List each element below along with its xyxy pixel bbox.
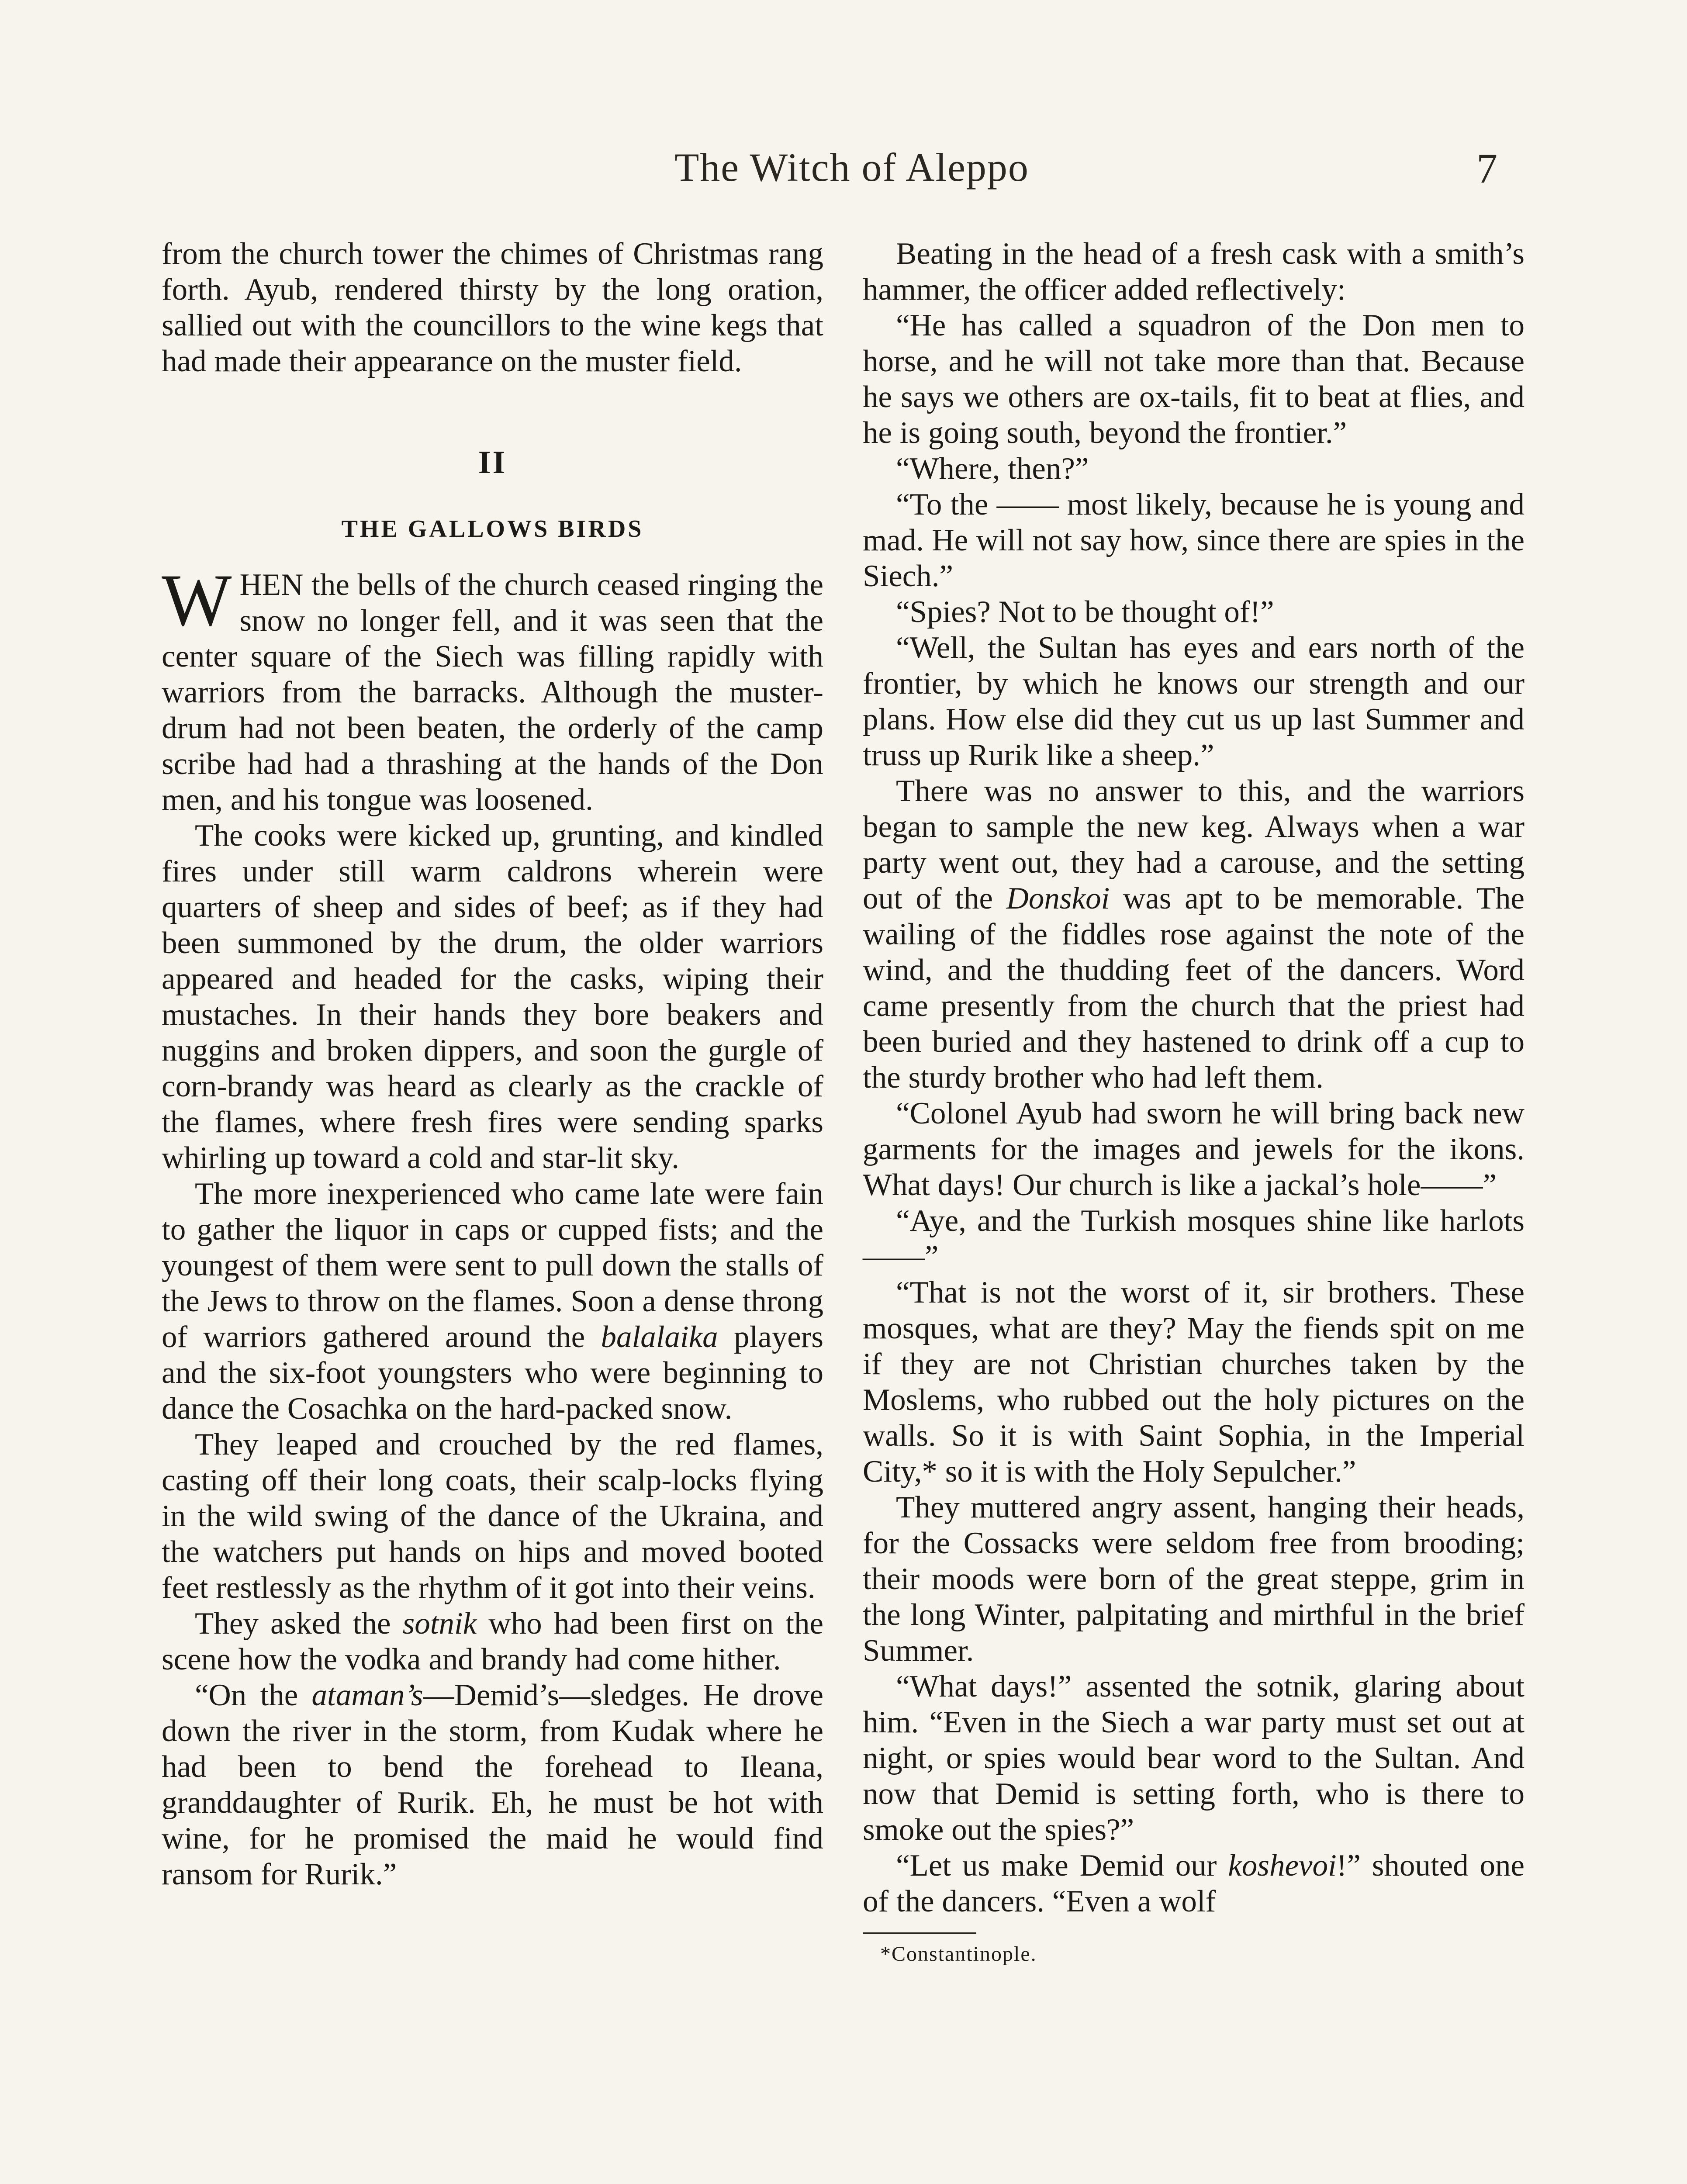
paragraph: The cooks were kicked up, grunting, and kindled fires under still warm caldrons wherein were quarters of sheep and sides of beef; as if they had been summoned by the drum, the older warriors appeared and headed for the casks, wiping their mustaches. In their hands they bore beakers and nuggins and broken dippers, and soon the gurgle of corn-brandy was heard as clearly as the crackle of the flames, where fresh fires were sending sparks whirling up toward a cold and star-lit sky. (162, 819, 823, 1175)
paragraph (162, 1677, 823, 1892)
paragraph (162, 1176, 823, 1427)
paragraph (863, 773, 1525, 1095)
paragraph (162, 1606, 823, 1677)
italic-word: sotnik (402, 1607, 477, 1641)
paragraph-text: !” shouted one of the dancers. “Even a wolf (863, 1849, 1525, 1918)
section-numeral: II (478, 445, 507, 480)
paragraph: “What days!” assented the sotnik, glaring about him. “Even in the Siech a war party must set out at night, or spies would bear word to the Sultan. And now that Demid is setting forth, who is there to smoke out the spies?” (863, 1669, 1525, 1847)
paragraph: “That is not the worst of it, sir brothers. These mosques, what are they? May the fiends spit on me if they are not Christian churches taken by the Moslems, who rubbed out the holy pictures on the walls. So it is with Saint Sophia, in the Imperial City,* so it is with the Holy Sepulcher.” (863, 1275, 1525, 1489)
paragraph: “He has called a squadron of the Don men to horse, and he will not take more than that. Because he says we others are ox-tails, fit to beat at flies, and he is going south, beyond the frontier.” (863, 308, 1525, 450)
paragraph: from the church tower the chimes of Christmas rang forth. Ayub, rendered thirsty by the long oration, sallied out with the councillors to the wine kegs that had made their appearance on the muster field. (162, 237, 823, 378)
paragraph (863, 1848, 1525, 1919)
section-title: THE GALLOWS BIRDS (341, 515, 644, 543)
page-number: 7 (1476, 145, 1497, 192)
drop-cap: W (162, 559, 232, 641)
paragraph-text: who had been first on the scene how the vodka and brandy had come hither. (162, 1607, 823, 1676)
paragraph: “Spies? Not to be thought of!” (896, 595, 1274, 629)
paragraph: They leaped and crouched by the red flames, casting off their long coats, their scalp-locks flying in the wild swing of the dance of the Ukraina, and the watchers put hands on hips and moved booted feet restlessly as the rhythm of it got into their veins. (162, 1427, 823, 1605)
paragraph: “Where, then?” (896, 452, 1089, 486)
paragraph-with-dropcap (162, 559, 823, 818)
left-column (162, 236, 823, 1892)
footnote: *Constantinople. (880, 1942, 1037, 1966)
italic-word: Donskoi (1006, 881, 1110, 916)
paragraph-text: players and the six-foot youngsters who were beginning to dance the Cosachka on the hard-packed snow. (162, 1320, 823, 1426)
paragraph: “Colonel Ayub had sworn he will bring back new garments for the images and jewels for the ikons. What days! Our church is like a jackal’s hole——” (863, 1096, 1525, 1202)
right-column (863, 236, 1525, 1966)
italic-word: ataman’s (311, 1678, 423, 1712)
paragraph: Beating in the head of a fresh cask with a smith’s hammer, the officer added reflectively: (863, 237, 1525, 307)
paragraph-text: “Let us make Demid our (896, 1849, 1228, 1883)
paragraph-text: HEN the bells of the church ceased ringing the snow no longer fell, and it was seen that the center square of the Siech was filling rapidly with warriors from the barracks. Although the muster-drum had not been beaten, the orderly of the camp scribe had had a thrashing at the hands of the Don men, and his tongue was loosened. (162, 568, 823, 817)
paragraph: “Well, the Sultan has eyes and ears north of the frontier, by which he knows our strength and our plans. How else did they cut us up last Summer and truss up Rurik like a sheep.” (863, 631, 1525, 772)
footnote-divider (863, 1932, 976, 1934)
paragraph-text: —Demid’s—sledges. He drove down the river in the storm, from Kudak where he had been to bend the forehead to Ileana, granddaughter of Rurik. Eh, he must be hot with wine, for he promised the maid he would find ransom for Rurik.” (162, 1678, 823, 1891)
running-title: The Witch of Aleppo (674, 145, 1029, 190)
italic-word: koshevoi (1228, 1849, 1337, 1883)
paragraph-text: “On the (195, 1678, 312, 1712)
paragraph-text: They asked the (195, 1607, 403, 1641)
paragraph-text: There was no answer to this, and the warriors began to sample the new keg. Always when a war party went out, they had a carouse, and the setting out of the (863, 774, 1525, 916)
paragraph-text: The more inexperienced who came late were fain to gather the liquor in caps or cupped fists; and the youngest of them were sent to pull down the stalls of the Jews to throw on the flames. Soon a dense throng of warriors gathered around the (162, 1177, 823, 1354)
paragraph: “Aye, and the Turkish mosques shine like harlots——” (863, 1204, 1525, 1274)
paragraph-text: was apt to be memorable. The wailing of the fiddles rose against the note of the wind, and the thudding feet of the dancers. Word came presently from the church that the priest had been buried and they hastened to drink off a cup to the sturdy brother who had left them. (863, 881, 1525, 1095)
paragraph: They muttered angry assent, hanging their heads, for the Cossacks were seldom free from brooding; their moods were born of the great steppe, grim in the long Winter, palpitating and mirthful in the brief Summer. (863, 1490, 1525, 1668)
paragraph: “To the —— most likely, because he is young and mad. He will not say how, since there are spies in the Siech.” (863, 487, 1525, 593)
italic-word: balalaika (601, 1320, 718, 1354)
